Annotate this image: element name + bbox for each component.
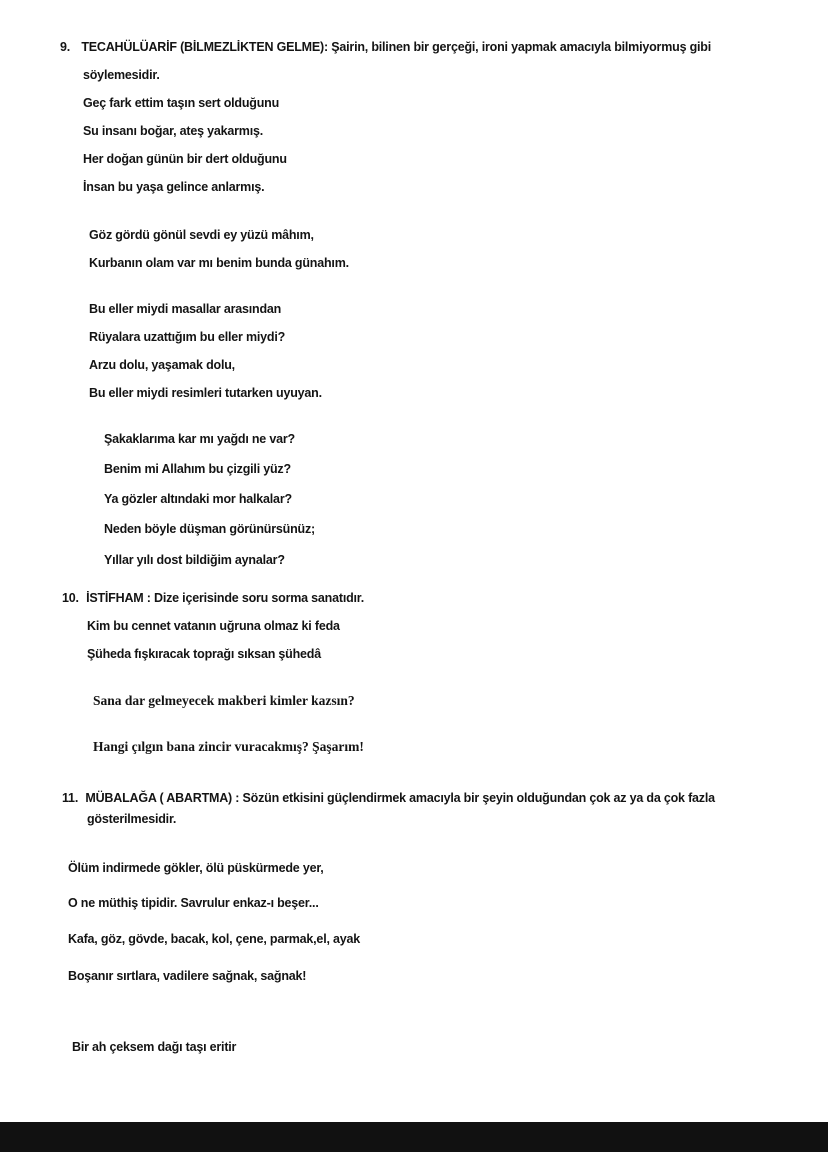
- poem-line: Göz gördü gönül sevdi ey yüzü mâhım,: [89, 228, 314, 242]
- section-9-definition: Şairin, bilinen bir gerçeği, ironi yapmak amacıyla bilmiyormuş gibi: [327, 40, 712, 54]
- section-10-heading: [62, 591, 364, 605]
- poem-line: Bir ah çeksem dağı taşı eritir: [72, 1040, 237, 1054]
- poem-line: Bu eller miydi masallar arasından: [89, 302, 282, 316]
- section-9-definition-cont: söylemesidir.: [83, 68, 160, 82]
- poem-line: Arzu dolu, yaşamak dolu,: [89, 358, 235, 372]
- poem-line: Geç fark ettim taşın sert olduğunu: [83, 96, 280, 110]
- section-11-number: 11.: [62, 791, 79, 805]
- poem-line: Rüyalara uzattığım bu eller miydi?: [89, 330, 286, 344]
- poem-line: Şakaklarıma kar mı yağdı ne var?: [104, 432, 295, 446]
- poem-line: Her doğan günün bir dert olduğunu: [83, 152, 287, 166]
- poem-line: O ne müthiş tipidir. Savrulur enkaz-ı beşer...: [68, 896, 319, 910]
- poem-line: Su insanı boğar, ateş yakarmış.: [83, 124, 263, 138]
- section-10-definition: Dize içerisinde soru sorma sanatıdır.: [150, 591, 365, 605]
- poem-line: Neden böyle düşman görünürsünüz;: [104, 522, 315, 536]
- section-11-heading: [62, 791, 715, 805]
- poem-line: Sana dar gelmeyecek makberi kimler kazsın?: [93, 693, 355, 708]
- scan-edge-bar: [0, 1122, 828, 1152]
- poem-line: Yıllar yılı dost bildiğim aynalar?: [104, 553, 285, 567]
- poem-line: Kafa, göz, gövde, bacak, kol, çene, parmak,el, ayak: [68, 932, 361, 946]
- poem-line: Boşanır sırtlara, vadilere sağnak, sağnak!: [68, 969, 307, 983]
- section-9-number: 9.: [60, 40, 71, 54]
- poem-line: Ya gözler altındaki mor halkalar?: [104, 492, 292, 506]
- section-11-definition: Sözün etkisini güçlendirmek amacıyla bir şeyin olduğundan çok az ya da çok fazla: [239, 791, 715, 805]
- poem-line: Benim mi Allahım bu çizgili yüz?: [104, 462, 291, 476]
- poem-line: Ölüm indirmede gökler, ölü püskürmede yer,: [68, 861, 324, 875]
- poem-line: İnsan bu yaşa gelince anlarmış.: [83, 180, 265, 194]
- section-11-definition-cont: gösterilmesidir.: [87, 812, 177, 826]
- poem-line: Hangi çılgın bana zincir vuracakmış? Şaşarım!: [93, 739, 364, 754]
- poem-line: Kurbanın olam var mı benim bunda günahım.: [89, 256, 349, 270]
- section-9-title: TECAHÜLÜARİF (BİLMEZLİKTEN GELME):: [81, 40, 328, 54]
- poem-line: Kim bu cennet vatanın uğruna olmaz ki feda: [87, 619, 340, 633]
- section-10-number: 10.: [62, 591, 79, 605]
- poem-line: Bu eller miydi resimleri tutarken uyuyan.: [89, 386, 322, 400]
- section-11-title: MÜBALAĞA ( ABARTMA) :: [85, 791, 240, 805]
- section-9-heading: [60, 40, 711, 54]
- poem-line: Şüheda fışkıracak toprağı sıksan şühedâ: [87, 647, 321, 661]
- section-10-title: İSTİFHAM :: [86, 591, 151, 605]
